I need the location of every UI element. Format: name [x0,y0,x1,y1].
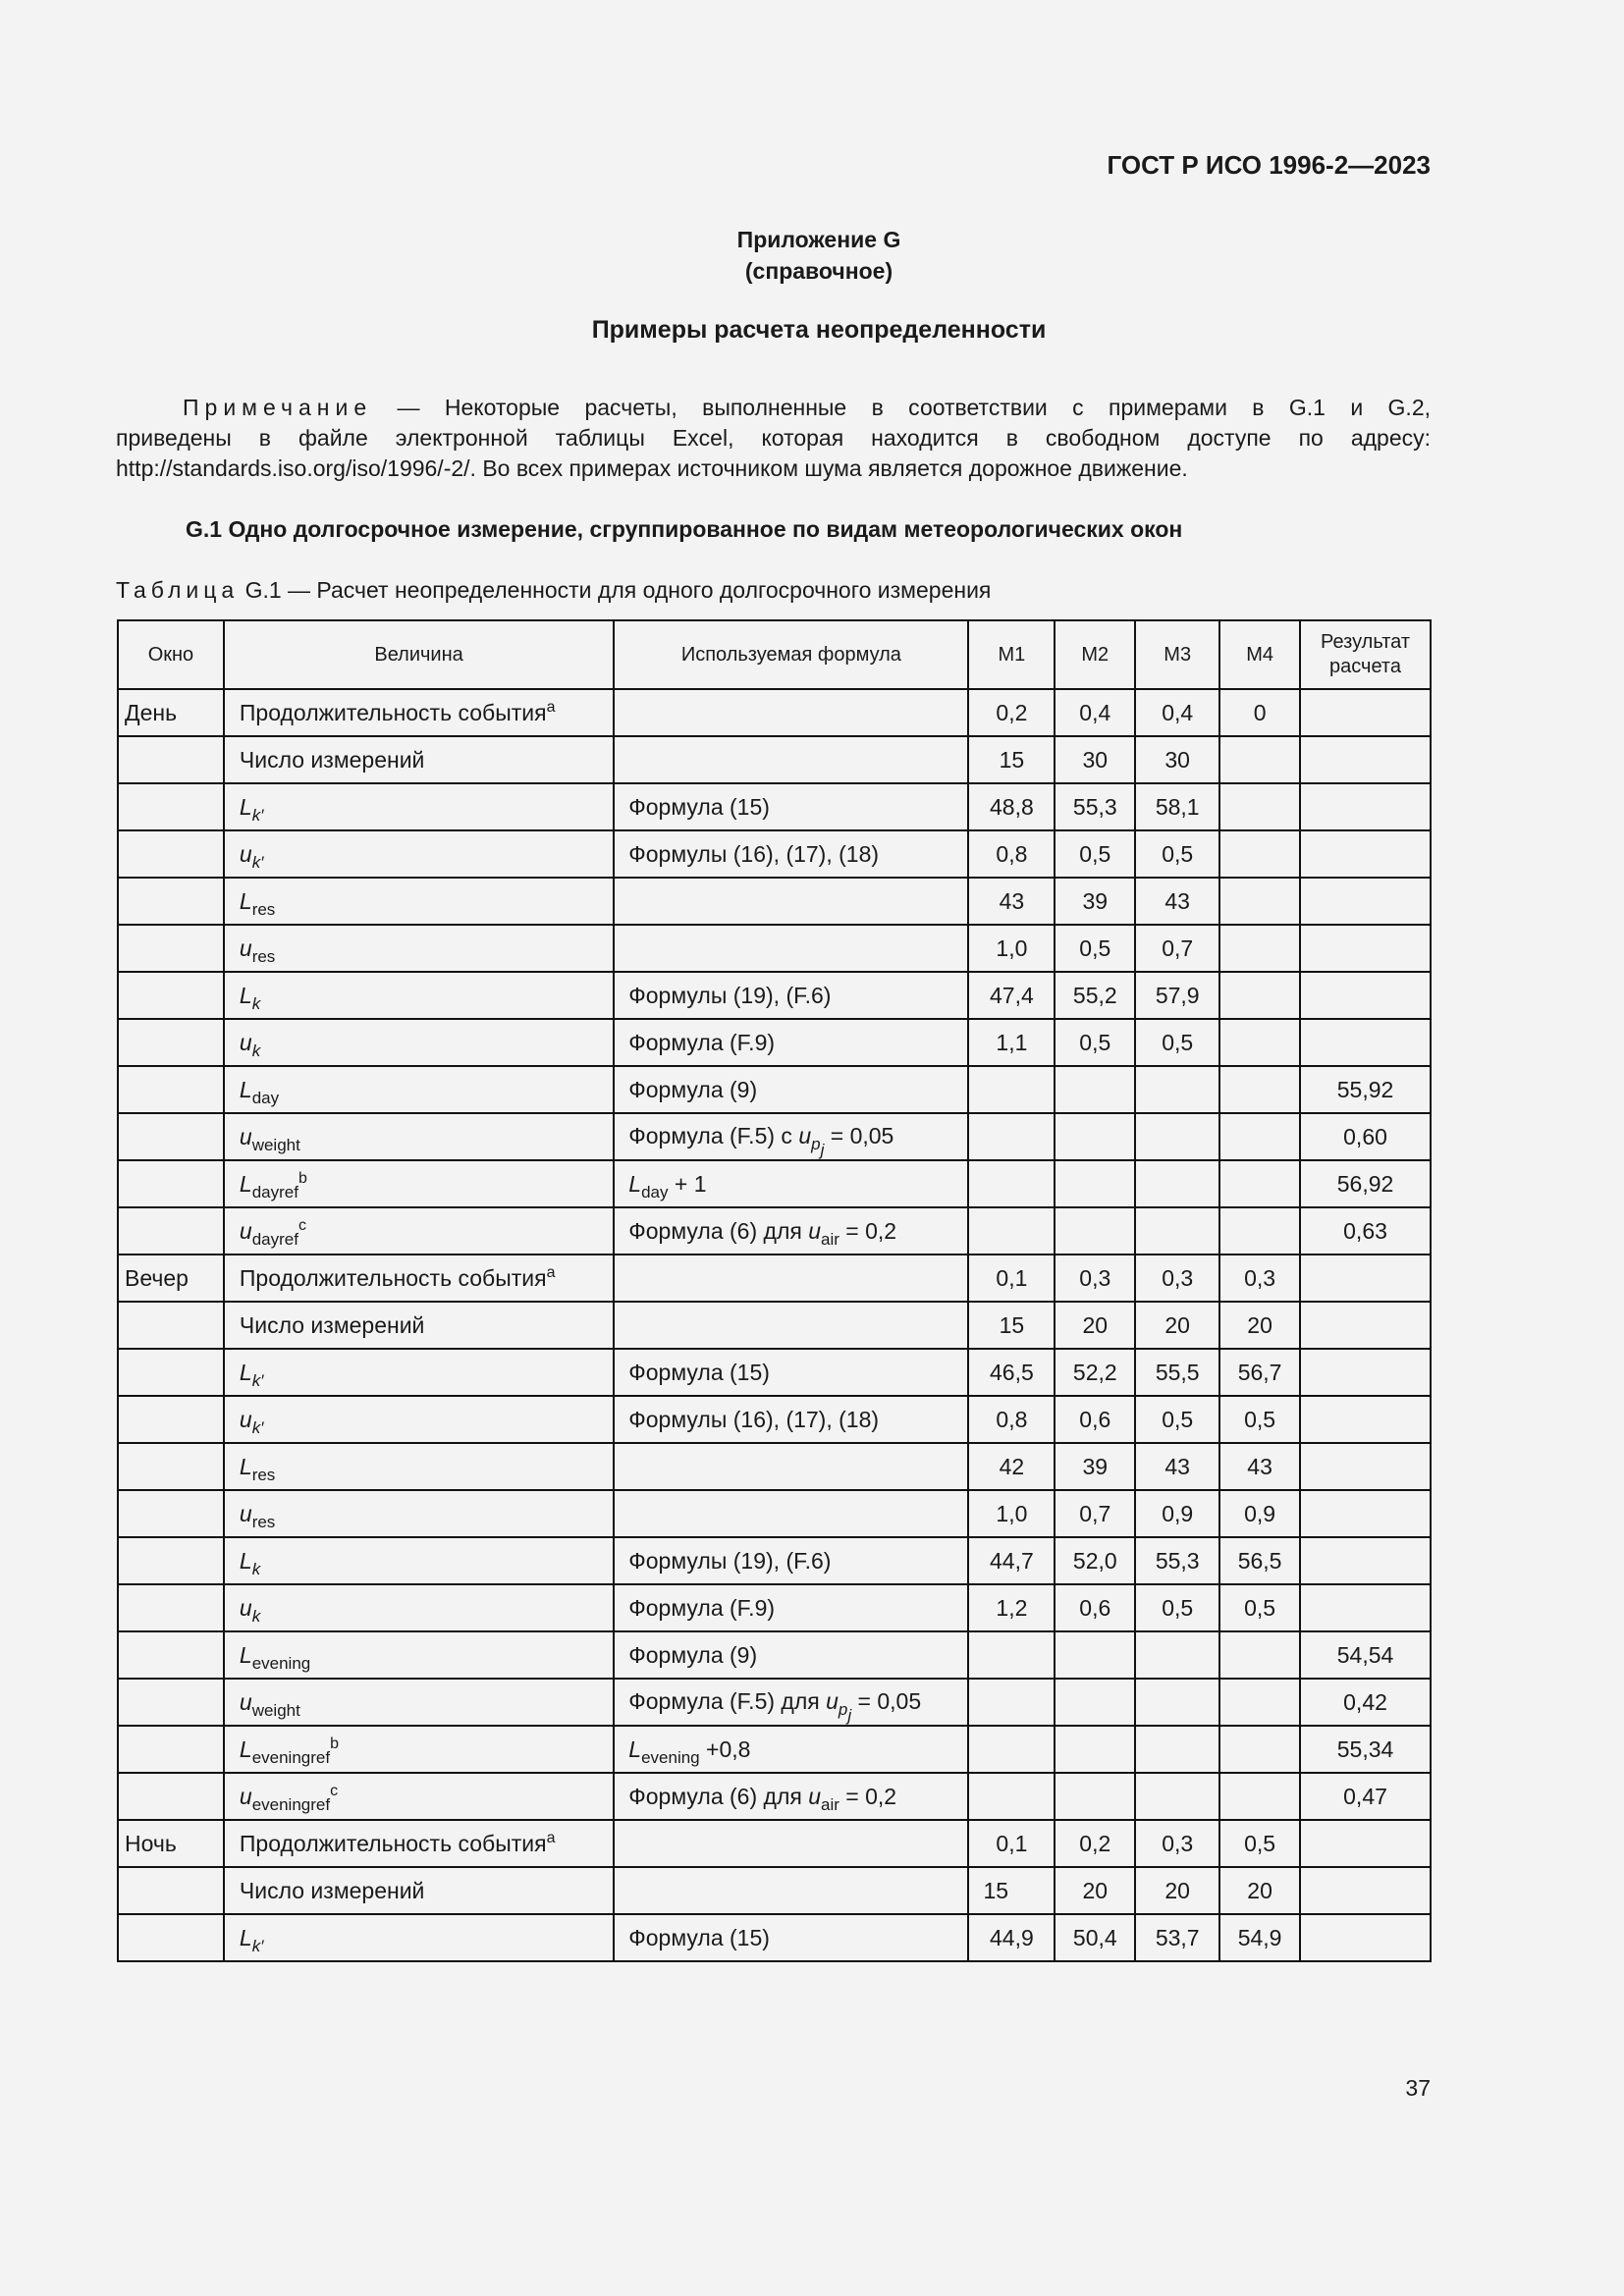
window-cell: День [118,689,224,736]
table-row: $L_{dayref}^b$ $L_{day} + 1$ 56,92 [118,1160,1431,1207]
quantity-cell: $u_k$ [224,1019,614,1066]
quantity-cell: $u_k$ [224,1584,614,1631]
quantity-cell: $L_{k'}$ [224,1914,614,1961]
quantity-cell: $L_k$ [224,972,614,1019]
quantity-cell: $L_{k'}$ [224,1349,614,1396]
window-cell: Ночь [118,1820,224,1867]
table-caption [116,577,991,604]
quantity-cell: $u_{k'}$ [224,1396,614,1443]
standard-designation: ГОСТ Р ИСО 1996-2—2023 [1107,150,1431,180]
caption-text: G.1 — Расчет неопределенности для одного долгосрочного измерения [244,577,992,603]
quantity-cell: $L_{eveningref}^b$ [224,1726,614,1773]
quantity-cell: $L_{k'}$ [224,783,614,830]
col-result: Результат расчета [1300,620,1431,689]
table-row: $L_{day}$ Формула (9) 55,92 [118,1066,1431,1113]
table-row: $L_{k'}$ Формула (15) 48,8 55,3 58,1 [118,783,1431,830]
window-cell: Вечер [118,1255,224,1302]
quantity-cell: Продолжительность события$^a$ [224,689,614,736]
quantity-cell: $L_{res}$ [224,878,614,925]
quantity-cell: $u_{weight}$ [224,1113,614,1160]
table-row: $L_{evening}$ Формула (9) 54,54 [118,1631,1431,1679]
table-row: Ночь Продолжительность события$^a$ 0,1 0,2 0,3 0,5 [118,1820,1431,1867]
col-m4: M4 [1219,620,1300,689]
col-m1: M1 [968,620,1055,689]
table-header-row [118,620,1431,689]
table-row: $u_k$ Формула (F.9) 1,1 0,5 0,5 [118,1019,1431,1066]
quantity-cell: $u_{k'}$ [224,830,614,878]
note-label: Примечание [183,395,373,420]
table-row: Число измерений 15 20 20 20 [118,1302,1431,1349]
table-row: $u_{eveningref}^c$ Формула (6) для $u_{air} = 0,2$ 0,47 [118,1773,1431,1820]
col-formula: Используемая формула [614,620,968,689]
quantity-cell: $u_{eveningref}^c$ [224,1773,614,1820]
quantity-cell: $L_{evening}$ [224,1631,614,1679]
quantity-cell: $L_{day}$ [224,1066,614,1113]
quantity-cell: $L_k$ [224,1537,614,1584]
table-row: $L_k$ Формулы (19), (F.6) 44,7 52,0 55,3 56,5 [118,1537,1431,1584]
col-window: Окно [118,620,224,689]
caption-label: Таблица [116,577,240,603]
uncertainty-table [117,619,1432,1962]
table-row: $L_{eveningref}^b$ $L_{evening} +0,8$ 55,34 [118,1726,1431,1773]
table-row: $L_{k'}$ Формула (15) 46,5 52,2 55,5 56,7 [118,1349,1431,1396]
quantity-cell: Продолжительность события$^a$ [224,1820,614,1867]
table-row: $u_k$ Формула (F.9) 1,2 0,6 0,5 0,5 [118,1584,1431,1631]
table-row: Вечер Продолжительность события$^a$ 0,1 0,3 0,3 0,3 [118,1255,1431,1302]
annex-subtitle: (справочное) [744,258,893,284]
quantity-cell: Число измерений [224,1867,614,1914]
quantity-cell: Продолжительность события$^a$ [224,1255,614,1302]
quantity-cell: $u_{dayref}^c$ [224,1207,614,1255]
table-row: $L_{k'}$ Формула (15) 44,9 50,4 53,7 54,9 [118,1914,1431,1961]
col-m3: M3 [1135,620,1219,689]
quantity-cell: $L_{res}$ [224,1443,614,1490]
annex-title: Приложение G [736,227,901,252]
table-row: $L_k$ Формулы (19), (F.6) 47,4 55,2 57,9 [118,972,1431,1019]
table-row: День Продолжительность события$^a$ 0,2 0,4 0,4 0 [118,689,1431,736]
col-m2: M2 [1055,620,1135,689]
table-row: $u_{weight}$ Формула (F.5) с $u_{p_j} = 0,05$ 0,60 [118,1113,1431,1160]
col-quantity: Величина [224,620,614,689]
table-row: $u_{dayref}^c$ Формула (6) для $u_{air} = 0,2$ 0,63 [118,1207,1431,1255]
quantity-cell: $L_{dayref}^b$ [224,1160,614,1207]
subsection-title: G.1 Одно долгосрочное измерение, сгруппированное по видам метеорологических окон [186,516,1183,542]
table-row: $u_{k'}$ Формулы (16), (17), (18) 0,8 0,6 0,5 0,5 [118,1396,1431,1443]
note-line-2: приведены в файле электронной таблицы Excel, которая находится в свободном доступе по адресу: [116,425,1431,451]
page-number: 37 [1405,2075,1431,2101]
table-row: $u_{res}$ 1,0 0,7 0,9 0,9 [118,1490,1431,1537]
quantity-cell: Число измерений [224,1302,614,1349]
table-row: $L_{res}$ 43 39 43 [118,878,1431,925]
table-row: Число измерений 15 30 30 [118,736,1431,783]
table-row: $L_{res}$ 42 39 43 43 [118,1443,1431,1490]
annex-heading [7,224,1624,287]
quantity-cell: Число измерений [224,736,614,783]
table-row: $u_{k'}$ Формулы (16), (17), (18) 0,8 0,5 0,5 [118,830,1431,878]
quantity-cell: $u_{res}$ [224,925,614,972]
section-title: Примеры расчета неопределенности [591,316,1047,344]
quantity-cell: $u_{res}$ [224,1490,614,1537]
table-row: $u_{res}$ 1,0 0,5 0,7 [118,925,1431,972]
note-line-3: http://standards.iso.org/iso/1996/-2/. Во всех примерах источником шума является дорожное движение. [116,455,1188,481]
quantity-cell: $u_{weight}$ [224,1679,614,1726]
note-line-1: — Некоторые расчеты, выполненные в соответствии с примерами в G.1 и G.2, [397,395,1432,420]
note-paragraph [116,393,1431,484]
table-row: Число измерений 15 20 20 20 [118,1867,1431,1914]
table-row: $u_{weight}$ Формула (F.5) для $u_{p_j} = 0,05$ 0,42 [118,1679,1431,1726]
